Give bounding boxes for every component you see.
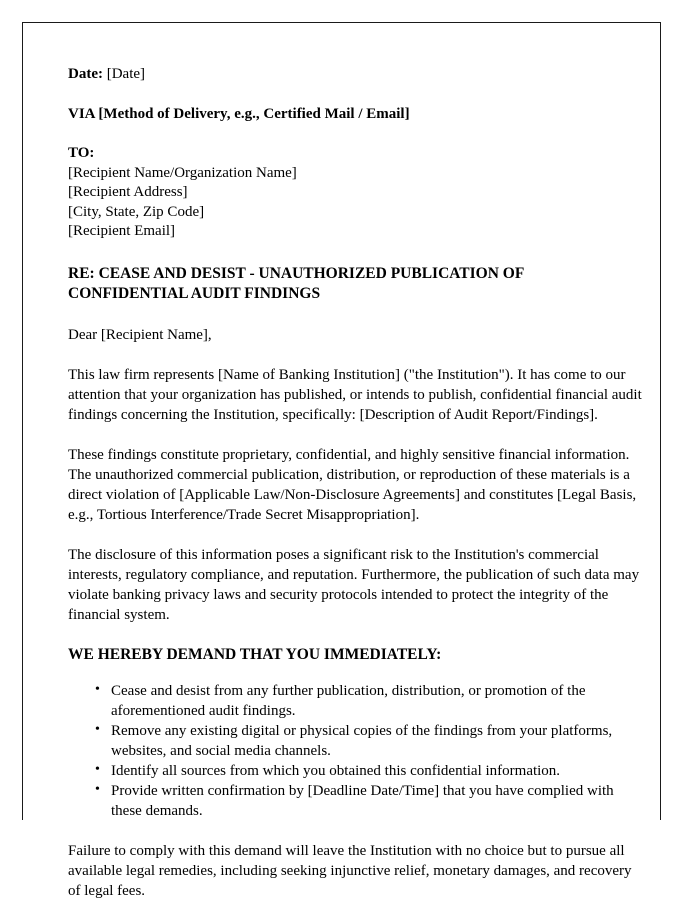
list-item: • Cease and desist from any further publication, distribution, or promotion of the aforementioned audit findings. bbox=[111, 681, 646, 721]
list-item: • Remove any existing digital or physical copies of the findings from your platforms, websites, and social media channels. bbox=[111, 721, 646, 761]
subject-heading: RE: CEASE AND DESIST - UNAUTHORIZED PUBLICATION OF CONFIDENTIAL AUDIT FINDINGS bbox=[68, 264, 524, 302]
demand-heading: WE HEREBY DEMAND THAT YOU IMMEDIATELY: bbox=[68, 646, 442, 663]
demand-list bbox=[68, 681, 646, 821]
date-value: [Date] bbox=[106, 66, 146, 82]
paragraph-disclosure-risk: The disclosure of this information poses a significant risk to the Institution's commercial interests, regulatory compliance, and reputation. Furthermore, the publication of such data may violate banking privacy laws and security protocols intended to protect the integrity of the financial system. bbox=[68, 547, 640, 623]
date-line bbox=[68, 65, 646, 85]
recipient-email-line: [Recipient Email] bbox=[68, 223, 176, 239]
salutation: Dear [Recipient Name], bbox=[68, 326, 212, 343]
document-page bbox=[22, 22, 661, 899]
to-label: TO: bbox=[68, 145, 95, 161]
list-item: • Identify all sources from which you obtained this confidential information. bbox=[111, 761, 646, 781]
paragraph-consequences: Failure to comply with this demand will leave the Institution with no choice but to pursue all available legal remedies, including seeking injunctive relief, monetary damages, and recovery of legal fees. bbox=[68, 843, 632, 899]
date-label: Date: bbox=[68, 66, 103, 82]
paragraph-proprietary: These findings constitute proprietary, confidential, and highly sensitive financial information. The unauthorized commercial publication, distribution, or reproduction of these materials is a direct violation of [Applicable Law/Non-Disclosure Agreements] and constitutes [Legal Basis, e.g., Tortious Interference/Trade Secret Misappropriation]. bbox=[68, 447, 637, 523]
recipient-name-line: [Recipient Name/Organization Name] bbox=[68, 164, 297, 181]
recipient-address-line: [Recipient Address] bbox=[68, 184, 188, 200]
list-item: • Provide written confirmation by [Deadline Date/Time] that you have complied with these demands. bbox=[111, 781, 646, 821]
delivery-method-line: VIA [Method of Delivery, e.g., Certified Mail / Email] bbox=[68, 105, 410, 122]
recipient-city-line: [City, State, Zip Code] bbox=[68, 203, 205, 220]
recipient-block bbox=[68, 144, 646, 242]
paragraph-representation: This law firm represents [Name of Banking Institution] ("the Institution"). It has come to our attention that your organization has published, or intends to publish, confidential financial audit findings concerning the Institution, specifically: [Description of Audit Report/Findings]. bbox=[68, 367, 642, 423]
document-body bbox=[68, 65, 646, 916]
